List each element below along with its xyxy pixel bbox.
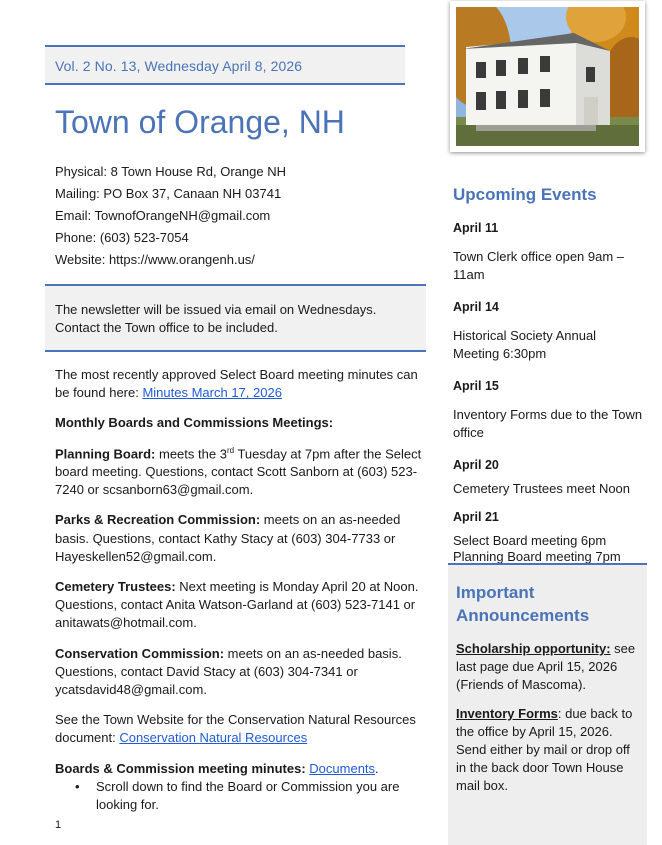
physical-address: Physical: 8 Town House Rd, Orange NH bbox=[55, 164, 286, 179]
email-address: Email: TownofOrangeNH@gmail.com bbox=[55, 208, 271, 223]
planning-board-paragraph bbox=[55, 445, 435, 500]
minutes-intro: The most recently approved Select Board meeting minutes can be found here: bbox=[55, 367, 418, 401]
notice-line-2: Contact the Town office to be included. bbox=[55, 319, 278, 335]
planning-board-sup: rd bbox=[226, 445, 235, 455]
planning-board-label: Planning Board: bbox=[55, 445, 156, 461]
cemetery-paragraph bbox=[55, 578, 435, 633]
page-number: 1 bbox=[55, 819, 62, 831]
website-text: See the Town Website for the Conservation Natural Resources document: bbox=[55, 712, 416, 746]
mailing-address: Mailing: PO Box 37, Canaan NH 03741 bbox=[55, 186, 282, 201]
documents-end: . bbox=[375, 760, 379, 776]
event-description: Historical Society Annual Meeting 6:30pm bbox=[453, 328, 597, 361]
conservation-resources-link[interactable]: Conservation Natural Resources bbox=[119, 730, 308, 746]
events-heading: Upcoming Events bbox=[453, 185, 597, 204]
documents-label: Boards & Commission meeting minutes: bbox=[55, 760, 306, 776]
documents-bullet: • Scroll down to find the Board or Commission you are looking for. bbox=[55, 778, 435, 814]
minutes-link[interactable]: Minutes March 17, 2026 bbox=[142, 385, 282, 401]
volume-line: Vol. 2 No. 13, Wednesday April 8, 2026 bbox=[55, 58, 303, 74]
minutes-paragraph bbox=[55, 366, 435, 402]
notice-line-1: The newsletter will be issued via email on Wednesdays. bbox=[55, 302, 377, 317]
main-body bbox=[55, 366, 435, 814]
volume-banner bbox=[45, 45, 405, 85]
conservation-paragraph bbox=[55, 645, 435, 700]
event-description: Town Clerk office open 9am – 11am bbox=[453, 249, 625, 282]
announcements-heading-line1: Important bbox=[456, 583, 535, 602]
inventory-announcement bbox=[456, 705, 642, 795]
event-date: April 21 bbox=[453, 510, 499, 524]
event-date: April 14 bbox=[453, 300, 499, 314]
scholarship-announcement bbox=[456, 640, 642, 694]
event-date: April 15 bbox=[453, 379, 499, 393]
cemetery-text: Next meeting is Monday April 20 at Noon. Questions, contact Anita Watson-Garland at (603) 523-7141 or anitawats@hotmail.com. bbox=[55, 579, 419, 631]
event-date: April 20 bbox=[453, 458, 499, 472]
conservation-label: Conservation Commission: bbox=[55, 645, 225, 661]
town-house-illustration bbox=[456, 7, 639, 146]
contact-info bbox=[55, 161, 286, 271]
planning-board-text-a: meets the 3 bbox=[155, 445, 227, 461]
boards-heading bbox=[55, 414, 435, 432]
parks-rec-paragraph bbox=[55, 511, 435, 566]
parks-rec-label: Parks & Recreation Commission: bbox=[55, 512, 261, 528]
event-date: April 11 bbox=[453, 221, 499, 235]
documents-link[interactable]: Documents bbox=[309, 760, 376, 776]
documents-paragraph bbox=[55, 760, 435, 778]
event-description: Inventory Forms due to the Town office bbox=[453, 407, 643, 440]
parks-rec-text: meets on an as-needed basis. Questions, contact Kathy Stacy at (603) 304-7733 or Hayeskellen52@gmail.com. bbox=[55, 512, 401, 564]
inventory-text: : due back to the office by April 15, 2026. Send either by mail or drop off in the back door Town House mail box. bbox=[456, 706, 633, 793]
planning-board-text-b: Tuesday at 7pm after the Select board meeting. Questions, contact Scott Sanborn at (603) 523-7240 or scsanborn63@gmail.com. bbox=[55, 445, 422, 498]
town-house-photo bbox=[450, 1, 645, 152]
newsletter-notice bbox=[45, 284, 426, 352]
phone-number: Phone: (603) 523-7054 bbox=[55, 230, 189, 245]
event-description: Planning Board meeting 7pm bbox=[453, 549, 621, 563]
inventory-label: Inventory Forms bbox=[456, 706, 558, 721]
boards-heading-text: Monthly Boards and Commissions Meetings: bbox=[55, 415, 334, 431]
website-paragraph bbox=[55, 711, 435, 747]
event-description: Cemetery Trustees meet Noon bbox=[453, 481, 631, 496]
announcements-heading bbox=[456, 582, 636, 628]
event-description: Select Board meeting 6pm bbox=[453, 533, 607, 548]
scholarship-label: Scholarship opportunity: bbox=[456, 641, 611, 656]
cemetery-label: Cemetery Trustees: bbox=[55, 579, 176, 595]
website-address: Website: https://www.orangenh.us/ bbox=[55, 252, 255, 267]
conservation-text: meets on an as-needed basis. Questions, contact David Stacy at (603) 304-7341 or ycatsdavid48@gmail.com. bbox=[55, 645, 402, 697]
announcements-heading-line2: Announcements bbox=[456, 605, 590, 625]
scholarship-text: see last page due April 15, 2026 (Friends of Mascoma). bbox=[456, 641, 636, 692]
page-title: Town of Orange, NH bbox=[55, 104, 345, 140]
